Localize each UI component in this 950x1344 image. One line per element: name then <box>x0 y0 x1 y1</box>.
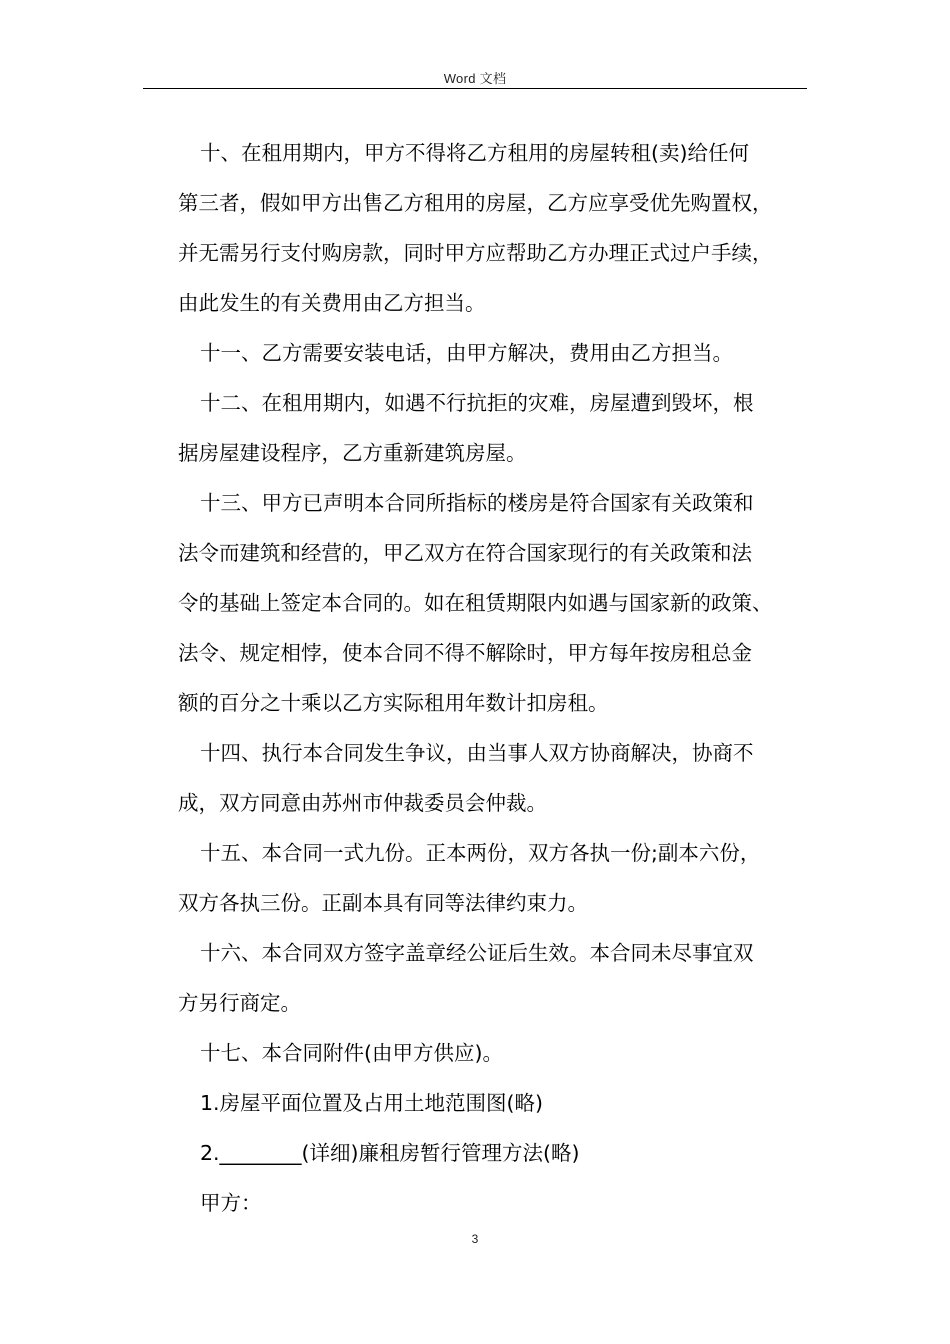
clause-13-line-2: 法令而建筑和经营的，甲乙双方在符合国家现行的有关政策和法 <box>178 541 752 565</box>
attachment-item-2: 2.________(详细)廉租房暂行管理方法(略) <box>200 1141 580 1165</box>
clause-14-line-2: 成，双方同意由苏州市仲裁委员会仲裁。 <box>178 791 547 815</box>
clause-13-line-5: 额的百分之十乘以乙方实际租用年数计扣房租。 <box>178 691 609 715</box>
clause-13-line-4: 法令、规定相悖，使本合同不得不解除时，甲方每年按房租总金 <box>178 641 752 665</box>
clause-11-line-1: 十一、乙方需要安装电话，由甲方解决，费用由乙方担当。 <box>200 341 733 365</box>
clause-15-line-2: 双方各执三份。正副本具有同等法律约束力。 <box>178 891 588 915</box>
clause-14-line-1: 十四、执行本合同发生争议，由当事人双方协商解决，协商不 <box>200 741 754 765</box>
page-number: 3 <box>471 1232 479 1246</box>
clause-16-line-2: 方另行商定。 <box>178 991 301 1015</box>
clause-13-line-3: 令的基础上签定本合同的。如在租赁期限内如遇与国家新的政策、 <box>178 591 773 615</box>
document-body <box>178 128 818 1228</box>
clause-12-line-1: 十二、在租用期内，如遇不行抗拒的灾难，房屋遭到毁坏，根 <box>200 391 754 415</box>
document-header-title: Word 文档 <box>443 71 507 86</box>
clause-16-line-1: 十六、本合同双方签字盖章经公证后生效。本合同未尽事宜双 <box>200 941 754 965</box>
header-divider <box>143 88 807 89</box>
clause-10-line-1: 十、在租用期内，甲方不得将乙方租用的房屋转租(卖)给任何 <box>200 141 749 165</box>
attachment-item-1: 1.房屋平面位置及占用土地范围图(略) <box>200 1091 544 1115</box>
clause-10-line-4: 由此发生的有关费用由乙方担当。 <box>178 291 486 315</box>
clause-15-line-1: 十五、本合同一式九份。正本两份，双方各执一份;副本六份， <box>200 841 761 865</box>
clause-12-line-2: 据房屋建设程序，乙方重新建筑房屋。 <box>178 441 527 465</box>
party-a-signature-label: 甲方： <box>200 1191 262 1215</box>
clause-10-line-2: 第三者，假如甲方出售乙方租用的房屋，乙方应享受优先购置权， <box>178 191 773 215</box>
clause-10-line-3: 并无需另行支付购房款，同时甲方应帮助乙方办理正式过户手续， <box>178 241 773 265</box>
clause-17-line-1: 十七、本合同附件(由甲方供应)。 <box>200 1041 503 1065</box>
clause-13-line-1: 十三、甲方已声明本合同所指标的楼房是符合国家有关政策和 <box>200 491 754 515</box>
